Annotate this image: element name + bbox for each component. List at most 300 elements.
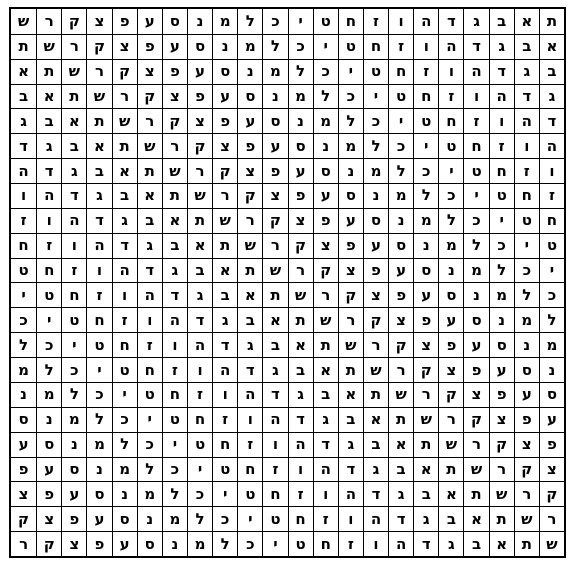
- grid-cell: א: [388, 432, 413, 457]
- grid-cell: מ: [539, 332, 564, 357]
- grid-cell: ו: [514, 133, 539, 158]
- grid-cell: ת: [539, 9, 564, 34]
- grid-cell: ל: [36, 357, 61, 382]
- grid-cell: ז: [237, 432, 262, 457]
- grid-cell: ג: [514, 59, 539, 84]
- grid-cell: ה: [489, 84, 514, 109]
- grid-cell: ש: [162, 158, 187, 183]
- grid-cell: צ: [162, 84, 187, 109]
- grid-cell: ח: [539, 208, 564, 233]
- grid-cell: ק: [288, 233, 313, 258]
- grid-cell: ס: [489, 332, 514, 357]
- grid-cell: ג: [313, 407, 338, 432]
- grid-cell: צ: [288, 208, 313, 233]
- grid-cell: מ: [61, 407, 86, 432]
- grid-cell: ר: [61, 34, 86, 59]
- grid-cell: נ: [36, 407, 61, 432]
- grid-cell: ס: [514, 357, 539, 382]
- grid-cell: ת: [61, 84, 86, 109]
- grid-cell: צ: [539, 457, 564, 482]
- grid-cell: פ: [212, 108, 237, 133]
- grid-cell: ז: [11, 208, 36, 233]
- grid-cell: צ: [11, 481, 36, 506]
- grid-cell: ב: [438, 506, 463, 531]
- grid-cell: פ: [237, 133, 262, 158]
- grid-cell: ג: [237, 332, 262, 357]
- grid-cell: ק: [86, 34, 111, 59]
- grid-cell: ו: [262, 432, 287, 457]
- grid-cell: ל: [489, 258, 514, 283]
- grid-cell: ת: [187, 208, 212, 233]
- grid-cell: מ: [438, 233, 463, 258]
- grid-cell: ב: [489, 9, 514, 34]
- grid-cell: ש: [137, 133, 162, 158]
- grid-cell: ט: [86, 332, 111, 357]
- grid-cell: ר: [438, 407, 463, 432]
- grid-cell: ג: [363, 457, 388, 482]
- grid-cell: ע: [338, 208, 363, 233]
- grid-cell: י: [112, 382, 137, 407]
- grid-cell: נ: [539, 357, 564, 382]
- grid-cell: ז: [61, 258, 86, 283]
- grid-cell: ע: [388, 258, 413, 283]
- grid-cell: ה: [237, 382, 262, 407]
- grid-cell: ק: [539, 481, 564, 506]
- grid-cell: ל: [514, 282, 539, 307]
- grid-cell: ס: [413, 258, 438, 283]
- grid-cell: ס: [288, 133, 313, 158]
- grid-cell: ט: [313, 9, 338, 34]
- grid-cell: צ: [187, 108, 212, 133]
- grid-cell: ש: [86, 84, 111, 109]
- grid-cell: ב: [363, 432, 388, 457]
- grid-cell: א: [338, 382, 363, 407]
- grid-cell: ש: [17, 11, 30, 30]
- grid-cell: ס: [539, 382, 564, 407]
- grid-cell: א: [112, 158, 137, 183]
- grid-cell: ו: [137, 307, 162, 332]
- grid-cell: כ: [212, 506, 237, 531]
- grid-cell: ט: [36, 282, 61, 307]
- grid-cell: ס: [363, 208, 388, 233]
- grid-cell: ה: [187, 332, 212, 357]
- grid-cell: א: [262, 307, 287, 332]
- grid-cell: ע: [11, 432, 36, 457]
- grid-cell: ר: [313, 282, 338, 307]
- grid-cell: ע: [262, 133, 287, 158]
- grid-cell: ה: [86, 233, 111, 258]
- grid-cell: ס: [137, 531, 162, 556]
- grid-cell: ק: [413, 357, 438, 382]
- grid-cell: י: [86, 357, 111, 382]
- grid-cell: פ: [514, 407, 539, 432]
- grid-cell: ת: [212, 233, 237, 258]
- grid-cell: ב: [413, 481, 438, 506]
- grid-cell: ו: [11, 183, 36, 208]
- grid-cell: ח: [438, 108, 463, 133]
- grid-cell: ו: [388, 9, 413, 34]
- grid-cell: ק: [262, 208, 287, 233]
- grid-cell: ל: [212, 531, 237, 556]
- grid-cell: י: [288, 9, 313, 34]
- grid-cell: ט: [212, 457, 237, 482]
- grid-cell: ת: [438, 457, 463, 482]
- grid-cell: ו: [288, 457, 313, 482]
- grid-cell: צ: [36, 506, 61, 531]
- grid-cell: ע: [137, 9, 162, 34]
- grid-cell: ו: [463, 84, 488, 109]
- grid-cell: מ: [237, 34, 262, 59]
- grid-cell: א: [489, 531, 514, 556]
- grid-cell: נ: [363, 183, 388, 208]
- grid-cell: ל: [162, 481, 187, 506]
- grid-cell: ז: [388, 34, 413, 59]
- grid-cell: פ: [288, 183, 313, 208]
- grid-cell: א: [237, 282, 262, 307]
- grid-cell: ס: [36, 432, 61, 457]
- grid-cell: ק: [514, 457, 539, 482]
- grid-cell: כ: [313, 59, 338, 84]
- grid-cell: כ: [288, 34, 313, 59]
- grid-cell: ש: [388, 382, 413, 407]
- grid-cell: ע: [539, 407, 564, 432]
- grid-cell: ו: [338, 506, 363, 531]
- grid-cell: ח: [137, 357, 162, 382]
- grid-cell: ר: [112, 84, 137, 109]
- grid-cell: ח: [162, 382, 187, 407]
- grid-cell: פ: [112, 9, 137, 34]
- grid-cell: י: [313, 34, 338, 59]
- grid-cell: כ: [187, 481, 212, 506]
- grid-cell: ה: [338, 481, 363, 506]
- grid-cell: פ: [388, 282, 413, 307]
- grid-cell: ז: [112, 307, 137, 332]
- grid-cell: נ: [388, 208, 413, 233]
- grid-cell: ז: [262, 457, 287, 482]
- grid-cell: ט: [338, 34, 363, 59]
- grid-cell: ו: [363, 531, 388, 556]
- grid-cell: א: [162, 208, 187, 233]
- grid-cell: ר: [413, 382, 438, 407]
- grid-cell: ב: [288, 357, 313, 382]
- grid-cell: ג: [11, 108, 36, 133]
- grid-cell: ו: [36, 208, 61, 233]
- grid-cell: א: [288, 332, 313, 357]
- grid-cell: ד: [187, 307, 212, 332]
- grid-cell: ל: [438, 208, 463, 233]
- grid-cell: ד: [413, 531, 438, 556]
- grid-cell: י: [61, 332, 86, 357]
- grid-cell: ז: [489, 133, 514, 158]
- grid-cell: מ: [212, 9, 237, 34]
- grid-cell: ח: [514, 183, 539, 208]
- grid-cell: צ: [237, 158, 262, 183]
- grid-cell: ג: [262, 357, 287, 382]
- grid-cell: צ: [262, 183, 287, 208]
- grid-cell: ק: [36, 531, 61, 556]
- grid-cell: ג: [413, 506, 438, 531]
- grid-cell: ס: [61, 457, 86, 482]
- grid-cell: ר: [338, 307, 363, 332]
- grid-cell: ו: [413, 34, 438, 59]
- grid-cell: ר: [489, 457, 514, 482]
- grid-cell: ש: [363, 357, 388, 382]
- grid-cell: ל: [338, 108, 363, 133]
- grid-cell: ע: [61, 481, 86, 506]
- grid-cell: ג: [36, 133, 61, 158]
- grid-cell: ת: [514, 531, 539, 556]
- grid-cell: כ: [162, 457, 187, 482]
- grid-cell: כ: [438, 183, 463, 208]
- grid-cell: מ: [388, 183, 413, 208]
- grid-cell: ט: [137, 382, 162, 407]
- grid-cell: ב: [514, 34, 539, 59]
- grid-cell: ד: [463, 34, 488, 59]
- grid-cell: מ: [413, 208, 438, 233]
- grid-cell: א: [187, 233, 212, 258]
- grid-cell: ט: [463, 158, 488, 183]
- grid-cell: ג: [288, 382, 313, 407]
- grid-cell: ד: [162, 282, 187, 307]
- grid-cell: ט: [363, 59, 388, 84]
- grid-cell: ס: [338, 183, 363, 208]
- grid-cell: ע: [313, 183, 338, 208]
- grid-cell: כ: [112, 407, 137, 432]
- grid-cell: ל: [313, 84, 338, 109]
- grid-cell: ג: [137, 233, 162, 258]
- grid-cell: ד: [262, 382, 287, 407]
- grid-cell: ע: [86, 506, 111, 531]
- grid-cell: ר: [539, 506, 564, 531]
- grid-cell: מ: [262, 59, 287, 84]
- grid-cell: ח: [413, 84, 438, 109]
- grid-cell: ה: [438, 34, 463, 59]
- grid-cell: ת: [463, 481, 488, 506]
- grid-cell: ב: [388, 457, 413, 482]
- grid-cell: ל: [413, 183, 438, 208]
- grid-cell: ס: [11, 407, 36, 432]
- grid-cell: מ: [112, 457, 137, 482]
- grid-cell: נ: [313, 133, 338, 158]
- grid-cell: י: [539, 258, 564, 283]
- grid-cell: ג: [539, 84, 564, 109]
- grid-cell: ס: [463, 307, 488, 332]
- grid-cell: ח: [187, 407, 212, 432]
- grid-cell: פ: [86, 531, 111, 556]
- grid-cell: א: [363, 407, 388, 432]
- grid-cell: ט: [288, 531, 313, 556]
- grid-cell: א: [212, 258, 237, 283]
- grid-cell: ה: [61, 208, 86, 233]
- grid-cell: צ: [514, 432, 539, 457]
- grid-cell: ד: [438, 9, 463, 34]
- grid-cell: כ: [11, 307, 36, 332]
- grid-cell: ש: [61, 59, 86, 84]
- grid-cell: ע: [489, 357, 514, 382]
- grid-cell: נ: [489, 307, 514, 332]
- grid-cell: ר: [288, 258, 313, 283]
- grid-cell: ע: [162, 34, 187, 59]
- grid-cell: ר: [162, 133, 187, 158]
- grid-cell: מ: [288, 84, 313, 109]
- grid-cell: ד: [313, 432, 338, 457]
- grid-cell: ל: [137, 457, 162, 482]
- grid-cell: צ: [137, 59, 162, 84]
- grid-cell: ע: [187, 59, 212, 84]
- grid-cell: א: [86, 133, 111, 158]
- grid-cell: ט: [438, 133, 463, 158]
- grid-cell: ו: [489, 108, 514, 133]
- grid-cell: ל: [463, 233, 488, 258]
- grid-cell: ח: [313, 531, 338, 556]
- grid-cell: ז: [463, 108, 488, 133]
- grid-cell: ת: [36, 59, 61, 84]
- grid-cell: צ: [212, 133, 237, 158]
- grid-cell: ב: [36, 108, 61, 133]
- grid-cell: מ: [338, 133, 363, 158]
- grid-cell: י: [363, 84, 388, 109]
- grid-cell: ש: [514, 506, 539, 531]
- grid-cell: ב: [539, 59, 564, 84]
- grid-cell: ז: [438, 84, 463, 109]
- grid-cell: נ: [112, 481, 137, 506]
- grid-cell: נ: [288, 108, 313, 133]
- grid-cell: ק: [363, 307, 388, 332]
- grid-cell: ב: [162, 233, 187, 258]
- grid-cell: ת: [11, 34, 36, 59]
- grid-cell: ט: [11, 258, 36, 283]
- grid-cell: ד: [489, 59, 514, 84]
- grid-cell: צ: [363, 282, 388, 307]
- grid-cell: א: [539, 34, 564, 59]
- grid-cell: א: [11, 59, 36, 84]
- grid-cell: ב: [463, 531, 488, 556]
- grid-cell: פ: [463, 357, 488, 382]
- grid-cell: ר: [86, 59, 111, 84]
- grid-cell: ש: [539, 531, 564, 556]
- grid-cell: ק: [137, 84, 162, 109]
- grid-cell: ת: [86, 108, 111, 133]
- grid-cell: ה: [288, 432, 313, 457]
- grid-cell: צ: [313, 233, 338, 258]
- grid-cell: ע: [288, 158, 313, 183]
- grid-cell: ג: [112, 208, 137, 233]
- grid-cell: ב: [237, 307, 262, 332]
- grid-cell: ש: [313, 307, 338, 332]
- grid-cell: צ: [338, 258, 363, 283]
- grid-cell: ש: [288, 282, 313, 307]
- grid-cell: ח: [262, 481, 287, 506]
- grid-cell: ס: [237, 84, 262, 109]
- grid-cell: ה: [11, 158, 36, 183]
- grid-cell: ה: [212, 357, 237, 382]
- grid-cell: ש: [187, 183, 212, 208]
- grid-cell: נ: [438, 258, 463, 283]
- grid-cell: ג: [212, 307, 237, 332]
- grid-cell: מ: [363, 158, 388, 183]
- grid-cell: ד: [388, 506, 413, 531]
- grid-cell: א: [61, 108, 86, 133]
- grid-cell: ט: [61, 307, 86, 332]
- grid-cell: ש: [212, 208, 237, 233]
- grid-cell: כ: [413, 158, 438, 183]
- grid-cell: ל: [363, 133, 388, 158]
- grid-cell: מ: [137, 481, 162, 506]
- grid-cell: ש: [463, 457, 488, 482]
- grid-cell: ה: [137, 282, 162, 307]
- grid-cell: פ: [438, 332, 463, 357]
- grid-cell: ק: [61, 9, 86, 34]
- grid-cell: ה: [162, 307, 187, 332]
- grid-cell: ו: [187, 357, 212, 382]
- grid-cell: ב: [61, 133, 86, 158]
- grid-cell: ד: [338, 457, 363, 482]
- grid-cell: מ: [187, 531, 212, 556]
- grid-cell: כ: [489, 233, 514, 258]
- grid-cell: ע: [463, 332, 488, 357]
- grid-cell: ש: [36, 34, 61, 59]
- grid-cell: מ: [489, 282, 514, 307]
- grid-cell: כ: [463, 208, 488, 233]
- grid-cell: י: [489, 208, 514, 233]
- grid-cell: ד: [212, 332, 237, 357]
- grid-cell: ר: [388, 357, 413, 382]
- grid-cell: נ: [262, 84, 287, 109]
- grid-cell: ל: [61, 382, 86, 407]
- grid-cell: י: [212, 481, 237, 506]
- grid-cell: ת: [338, 357, 363, 382]
- grid-cell: צ: [489, 407, 514, 432]
- grid-cell: ע: [237, 108, 262, 133]
- grid-cell: ק: [338, 282, 363, 307]
- grid-cell: ע: [363, 233, 388, 258]
- grid-cell: א: [36, 84, 61, 109]
- grid-cell: נ: [11, 382, 36, 407]
- grid-cell: ר: [514, 481, 539, 506]
- grid-cell: ת: [162, 183, 187, 208]
- grid-cell: ג: [187, 282, 212, 307]
- grid-cell: ז: [162, 357, 187, 382]
- grid-cell: ת: [363, 382, 388, 407]
- grid-cell: ט: [413, 108, 438, 133]
- grid-cell: א: [313, 357, 338, 382]
- grid-cell: ר: [363, 332, 388, 357]
- grid-cell: ז: [313, 506, 338, 531]
- grid-cell: מ: [313, 108, 338, 133]
- grid-cell: ס: [187, 34, 212, 59]
- grid-cell: י: [187, 457, 212, 482]
- grid-cell: מ: [36, 382, 61, 407]
- grid-cell: ת: [262, 282, 287, 307]
- grid-cell: ב: [86, 158, 111, 183]
- grid-cell: נ: [86, 457, 111, 482]
- grid-cell: ט: [262, 506, 287, 531]
- grid-cell: כ: [36, 332, 61, 357]
- grid-cell: ד: [86, 208, 111, 233]
- grid-cell: ק: [489, 432, 514, 457]
- grid-cell: מ: [86, 432, 111, 457]
- grid-cell: צ: [61, 531, 86, 556]
- grid-cell: ק: [187, 133, 212, 158]
- grid-cell: י: [162, 432, 187, 457]
- grid-cell: נ: [413, 233, 438, 258]
- grid-cell: ב: [212, 282, 237, 307]
- grid-cell: ב: [112, 183, 137, 208]
- grid-cell: ש: [237, 233, 262, 258]
- grid-cell: נ: [187, 9, 212, 34]
- grid-cell: פ: [187, 84, 212, 109]
- grid-cell: ד: [11, 133, 36, 158]
